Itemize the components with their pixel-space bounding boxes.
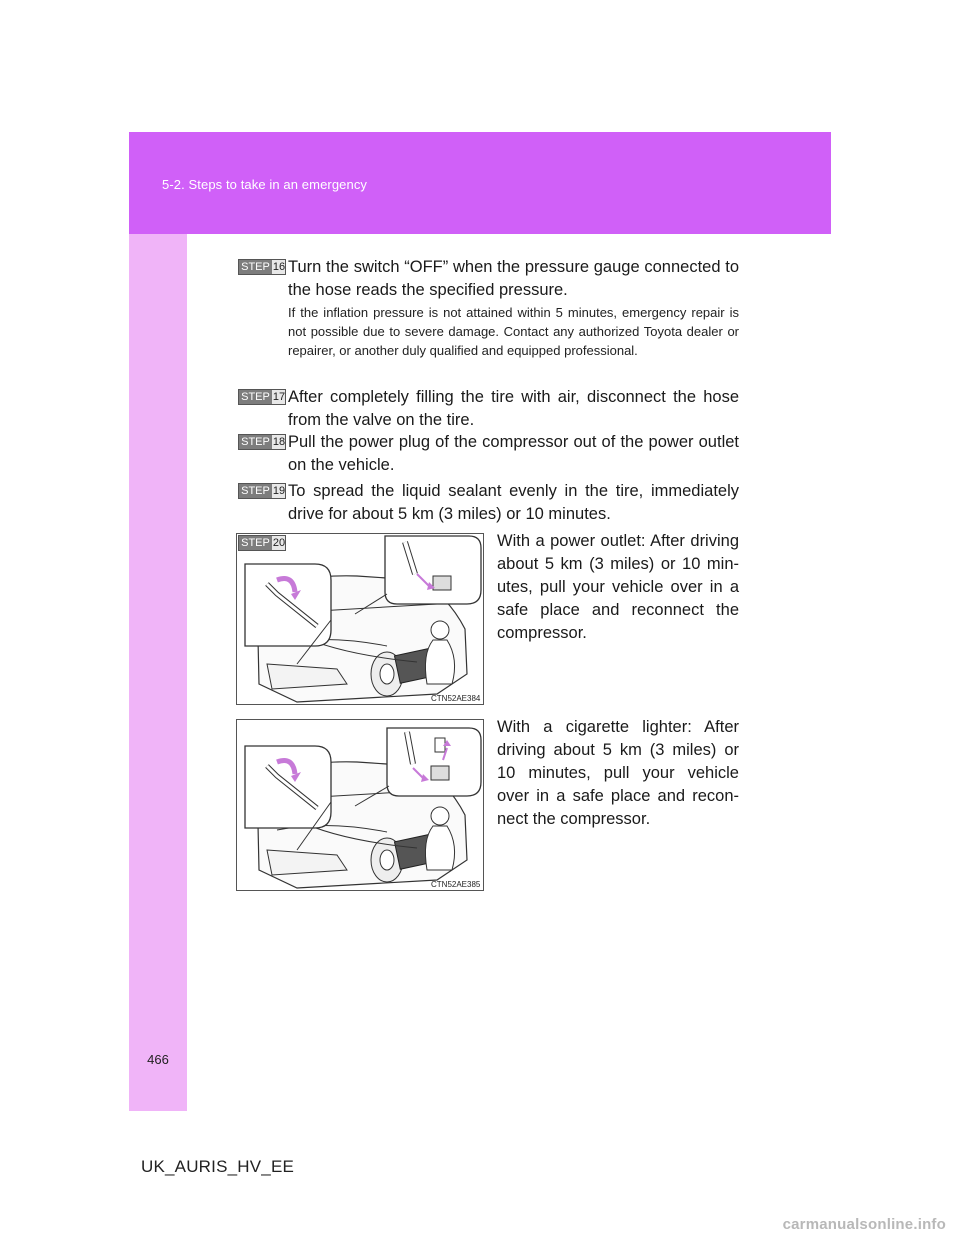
side-strip — [129, 234, 187, 1111]
step-badge-16 — [238, 259, 286, 275]
step-badge-20 — [238, 535, 286, 551]
step-17-text: After completely filling the tire with air, disconnect the hose from the valve on the tire. — [288, 388, 739, 429]
step-badge-word: STEP — [239, 435, 272, 449]
figure-cigarette-lighter — [236, 719, 484, 891]
watermark: carmanualsonline.info — [782, 1216, 946, 1233]
step-badge-word: STEP — [239, 260, 272, 274]
step-19-text: To spread the liquid sealant evenly in the tire, immediately drive for about 5 km (3 miles) or 10 minutes. — [288, 482, 739, 523]
step-badge-number: 20 — [272, 537, 286, 549]
step-badge-word: STEP — [239, 484, 272, 498]
step-18-text: Pull the power plug of the compressor out of the power outlet on the vehicle. — [288, 433, 739, 474]
step-badge-number: 19 — [272, 485, 286, 497]
step-badge-18 — [238, 434, 286, 450]
step-16-note: If the inflation pressure is not attained within 5 minutes, emergency repair is not possible due to severe damage. Contact any authorized Toyota dealer or repairer, or another duly qualified and equipped professional. — [288, 305, 739, 358]
step-badge-number: 17 — [272, 391, 286, 403]
step-badge-number: 18 — [272, 436, 286, 448]
page-number: 466 — [147, 1052, 169, 1067]
step-badge-19 — [238, 483, 286, 499]
step-badge-17 — [238, 389, 286, 405]
step-badge-number: 16 — [272, 261, 286, 273]
figure-power-outlet — [236, 533, 484, 705]
step-badge-word: STEP — [239, 390, 272, 404]
figure-code: CTN52AE385 — [431, 880, 481, 889]
figure-1-caption: With a power outlet: After driving about 5 km (3 miles) or 10 min-utes, pull your vehicle over in a safe place and reconnect the compressor. — [497, 532, 739, 642]
step-16-text: Turn the switch “OFF” when the pressure gauge connected to the hose reads the specified pressure. — [288, 258, 739, 299]
step-badge-word: STEP — [239, 536, 272, 550]
illustration-compressor-cigarette-lighter — [237, 720, 484, 891]
footer-code: UK_AURIS_HV_EE — [141, 1157, 295, 1176]
illustration-compressor-power-outlet — [237, 534, 484, 705]
figure-2-caption: With a cigarette lighter: After driving about 5 km (3 miles) or 10 minutes, pull your vehicle over in a safe place and recon-nect the compressor. — [497, 718, 739, 828]
section-title: 5-2. Steps to take in an emergency — [162, 177, 368, 192]
figure-code: CTN52AE384 — [431, 694, 481, 703]
